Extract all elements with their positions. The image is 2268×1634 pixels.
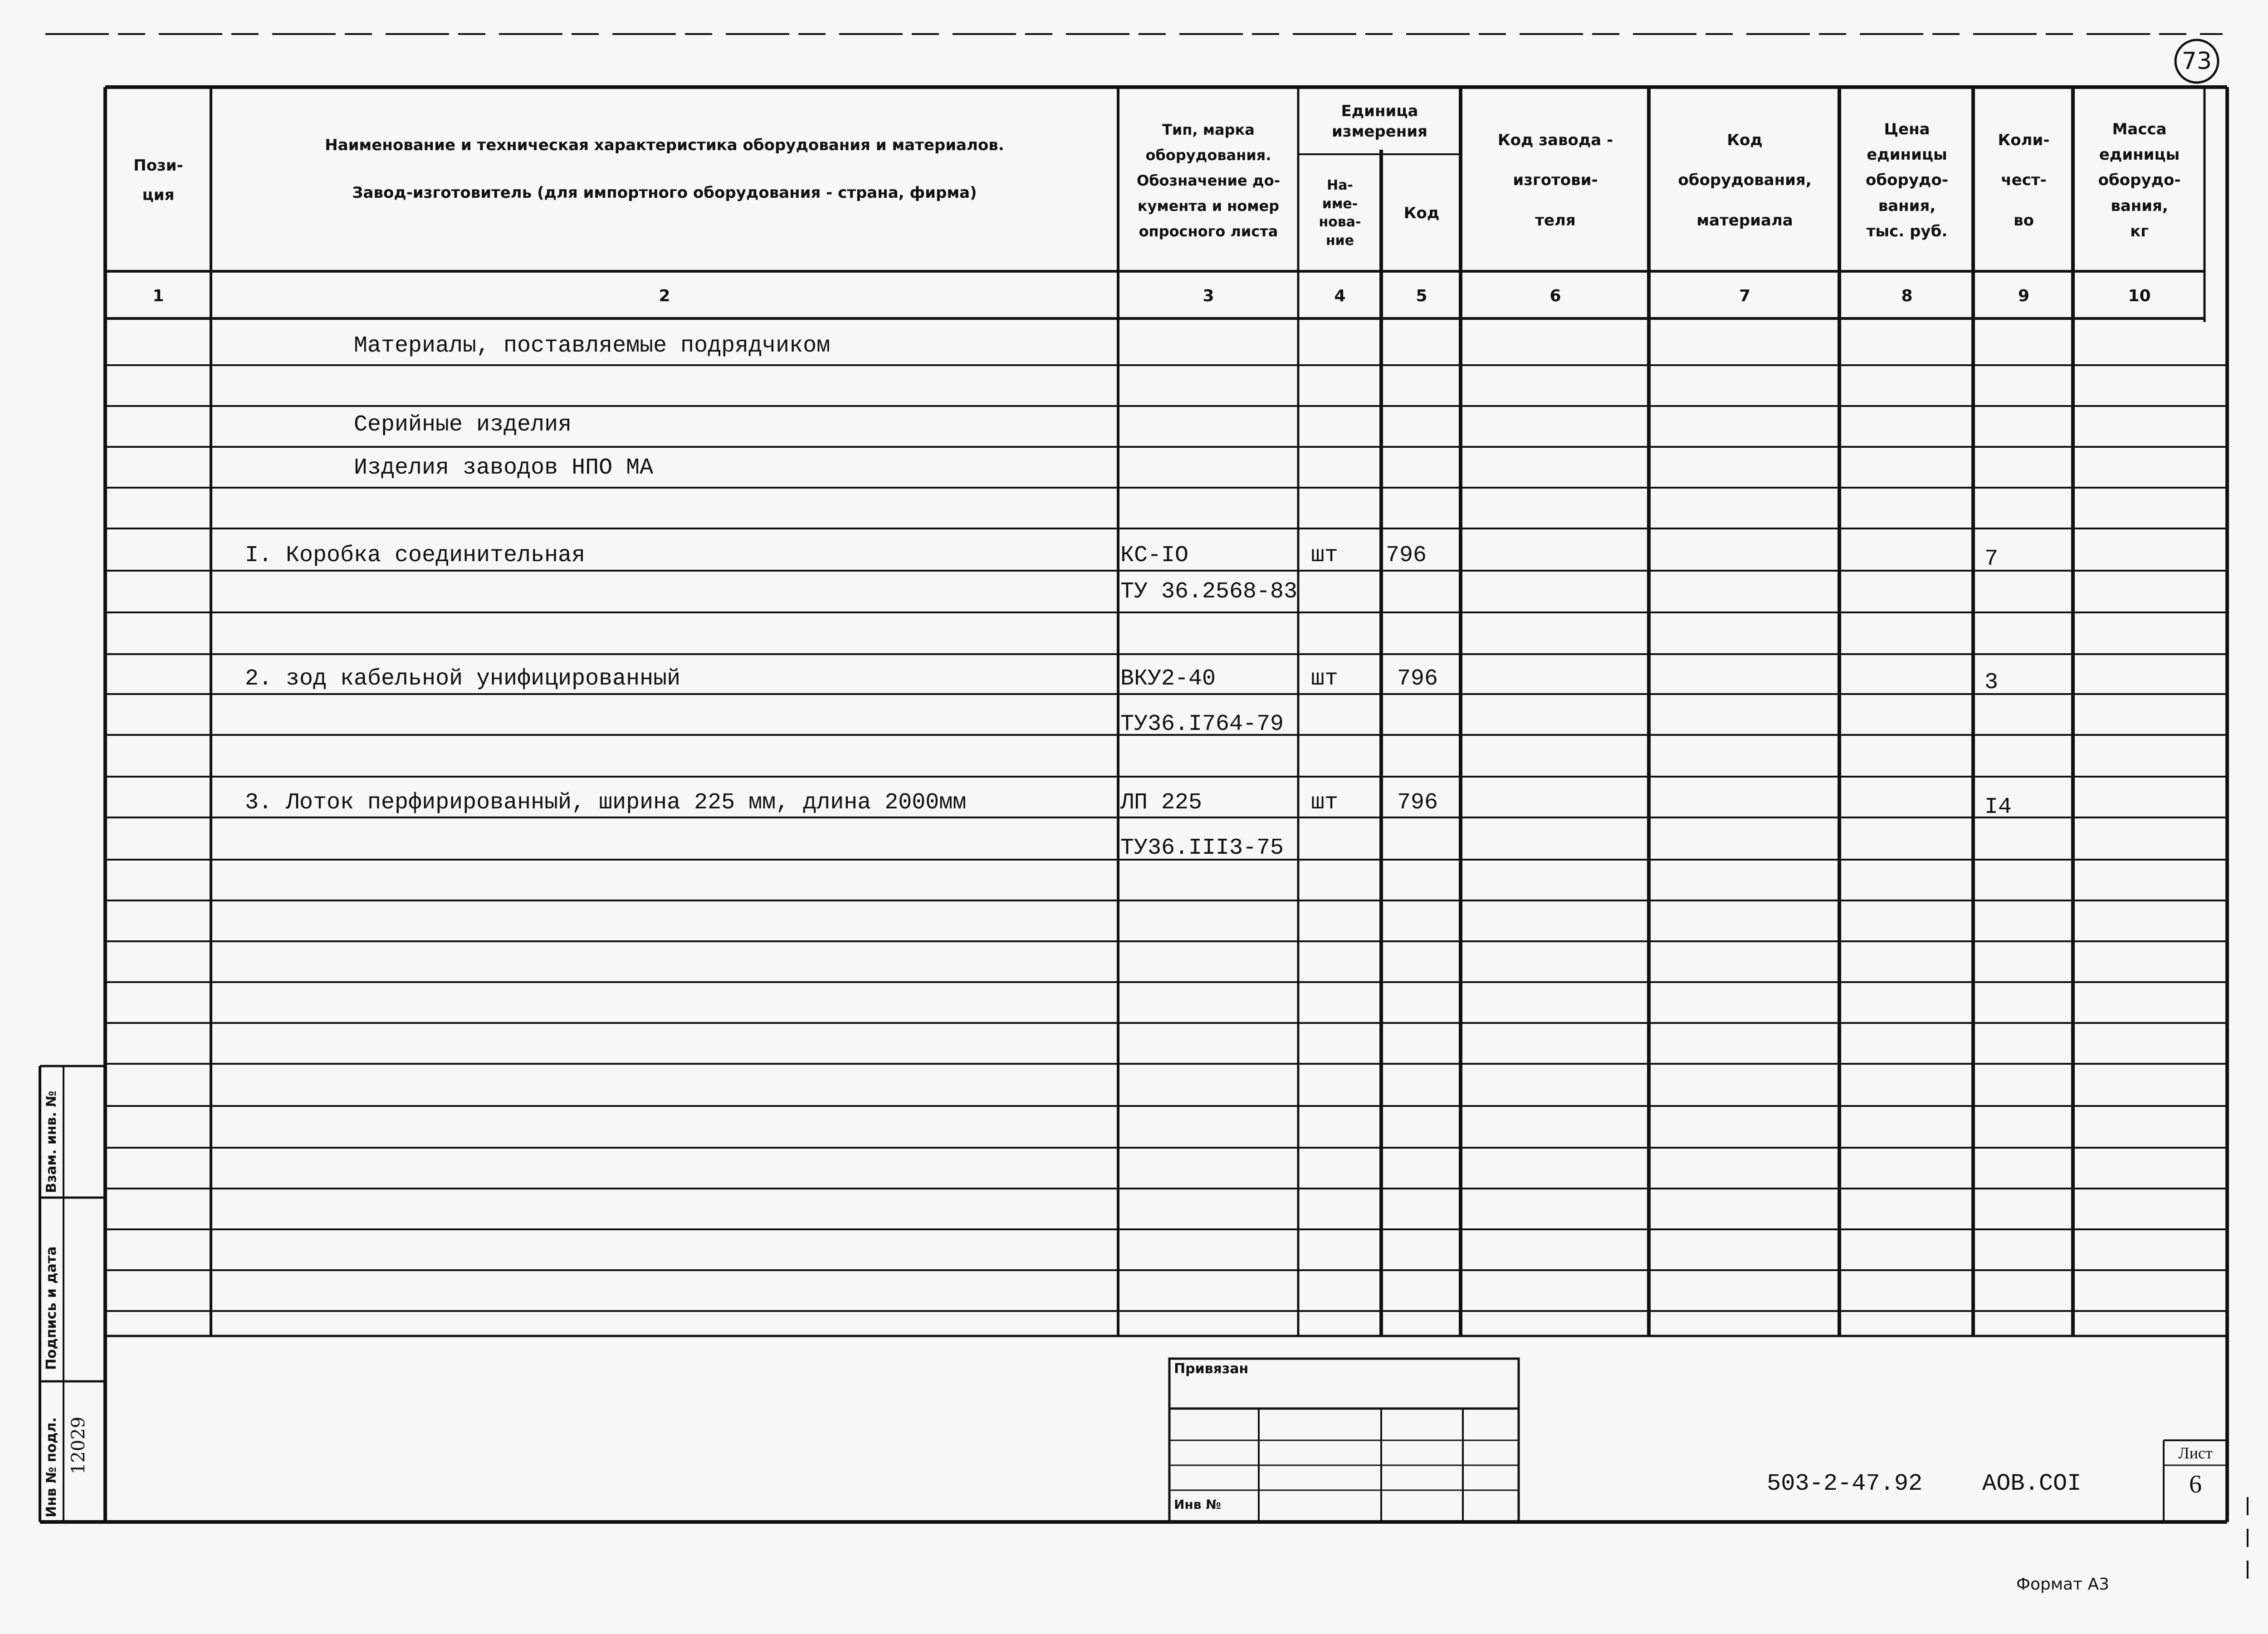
item-unit: шт <box>1311 666 1339 692</box>
item-type-doc: ТУ36.III3-75 <box>1120 835 1284 861</box>
header-quantity: Коли- чест- во <box>1998 131 2050 230</box>
side-label-original-inv: Инв № подл. <box>44 1417 59 1517</box>
item-quantity: 3 <box>1984 670 1999 695</box>
header-unit-price: Цена единицы оборудо- вания, тыс. руб. <box>1866 120 1948 240</box>
column-number-5: 5 <box>1416 286 1427 305</box>
item-quantity: 7 <box>1984 546 1999 572</box>
header-unit-mass: Масса единицы оборудо- вания, кг <box>2098 120 2181 240</box>
item-unit-code: 796 <box>1386 543 1427 568</box>
item-type: ЛП 225 <box>1120 790 1202 816</box>
header-name-line1: Наименование и техническая характеристика оборудования и материалов. <box>325 136 1004 154</box>
header-factory-code: Код завода - изготови- теля <box>1497 131 1613 230</box>
subsection-title: Серийные изделия <box>354 412 572 438</box>
item-unit: шт <box>1311 543 1339 568</box>
item-unit-code: 796 <box>1397 666 1438 692</box>
header-equipment-code: Код оборудования, материала <box>1678 131 1812 230</box>
stamp-inv-label: Инв № <box>1174 1497 1221 1512</box>
header-unit-name: На- име- нова- ние <box>1319 177 1361 249</box>
sheet-number: 6 <box>2189 1470 2202 1498</box>
page-number: 73 <box>2181 48 2212 75</box>
item-unit-code: 796 <box>1397 790 1438 816</box>
side-label-replaced-inv: Взам. инв. № <box>44 1091 59 1193</box>
item-name: 3. Лоток перфирированный, ширина 225 мм, длина 2000мм <box>245 790 967 816</box>
column-number-4: 4 <box>1334 286 1346 305</box>
subsection-title: Изделия заводов НПО МА <box>354 455 654 481</box>
document-mark: АОВ.СОI <box>1982 1470 2082 1497</box>
header-unit-group: Единица измерения <box>1332 102 1427 141</box>
item-unit: шт <box>1311 790 1339 816</box>
header-unit-code: Код <box>1403 204 1440 222</box>
header-position: Пози- ция <box>133 156 183 204</box>
format-label: Формат А3 <box>2016 1575 2110 1594</box>
side-handwritten-number: 12029 <box>68 1416 89 1474</box>
column-number-8: 8 <box>1901 286 1913 305</box>
column-number-9: 9 <box>2018 286 2030 305</box>
column-number-2: 2 <box>659 286 670 305</box>
sheet-label: Лист <box>2178 1444 2213 1462</box>
column-number-7: 7 <box>1739 286 1751 305</box>
column-number-3: 3 <box>1202 286 1214 305</box>
header-type-brand: Тип, марка оборудования. Обозначение до- кумента и номер опросного листа <box>1137 121 1280 240</box>
item-type: ВКУ2-40 <box>1120 666 1216 692</box>
section-title: Материалы, поставляемые подрядчиком <box>354 333 831 359</box>
item-type-doc: ТУ 36.2568-83 <box>1120 579 1298 605</box>
stamp-bound-label: Привязан <box>1174 1361 1249 1377</box>
column-number-1: 1 <box>152 286 164 305</box>
item-name: I. Коробка соединительная <box>245 543 586 568</box>
column-number-10: 10 <box>2128 286 2151 305</box>
item-name: 2. зод кабельной унифицированный <box>245 666 681 692</box>
column-number-6: 6 <box>1549 286 1561 305</box>
document-code: 503-2-47.92 <box>1767 1470 1923 1497</box>
header-name-line2: Завод-изготовитель (для импортного оборудования - страна, фирма) <box>352 183 977 202</box>
side-label-signature-date: Подпись и дата <box>44 1246 59 1370</box>
item-quantity: I4 <box>1984 794 2012 820</box>
item-type-doc: ТУ36.I764-79 <box>1120 711 1284 737</box>
item-type: КС-IO <box>1120 543 1189 568</box>
